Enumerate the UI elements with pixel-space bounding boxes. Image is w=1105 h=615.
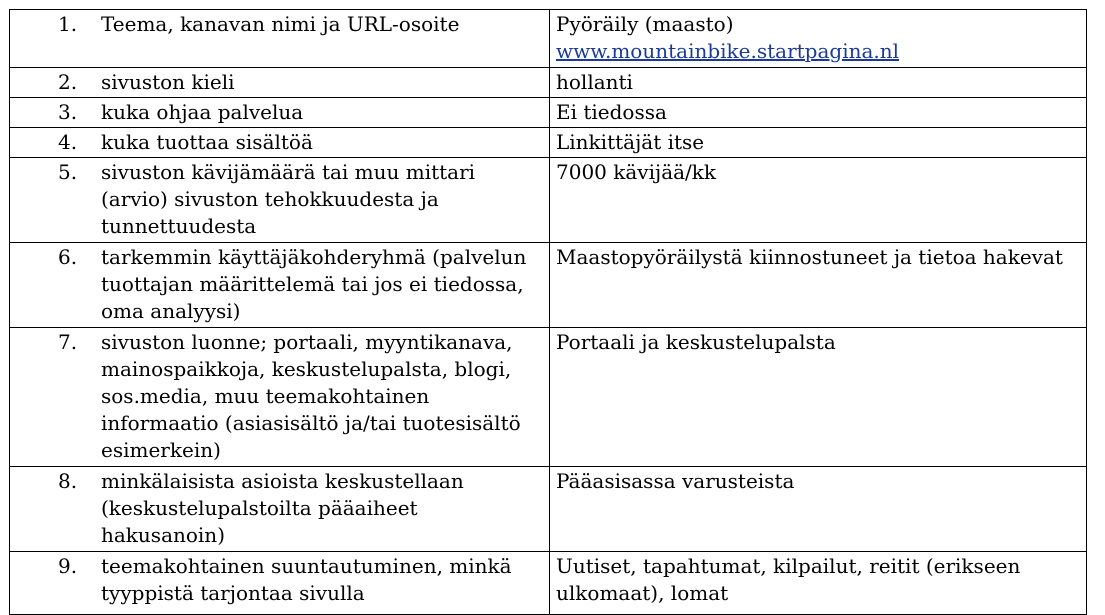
row-value-cell [550,243,1087,328]
row-label: sivuston kävijämäärä tai muu mittari (arvio) sivuston tehokkuudesta ja tunnettuudesta [101,160,476,238]
row-label-cell [10,10,550,68]
row-number: 1 . [58,11,98,38]
table-row [10,128,1087,158]
row-value: Uutiset, tapahtumat, kilpailut, reitit (erikseen ulkomaat), lomat [556,554,1021,605]
row-label: minkälaisista asioista keskustellaan (keskustelupalstoilta pääaiheet hakusanoin) [101,469,464,547]
row-label-cell [10,158,550,243]
site-url-link[interactable]: www.mountainbike.startpagina.nl [556,39,900,63]
row-number: 4 . [58,129,98,156]
table-row [10,68,1087,98]
row-label: kuka ohjaa palvelua [101,100,304,124]
info-table [9,9,1087,615]
row-label: sivuston luonne; portaali, myyntikanava, mainospaikkoja, keskustelupalsta, blogi, sos.media, muu teemakohtainen informaatio (asiasisältö ja/tai tuotesisältö esimerkein) [101,330,521,462]
row-value-cell [550,128,1087,158]
table-row [10,467,1087,552]
row-value-cell [550,467,1087,552]
row-value: Portaali ja keskustelupalsta [556,330,836,354]
row-value-cell [550,552,1087,615]
row-label-cell [10,128,550,158]
row-value-cell [550,10,1087,68]
row-label-cell [10,552,550,615]
row-value: hollanti [556,70,633,94]
row-value: Maastopyöräilystä kiinnostuneet ja tietoa hakevat [556,245,1063,269]
row-value-cell [550,328,1087,467]
row-value: Ei tiedossa [556,100,667,124]
row-number: 7 . [58,329,98,356]
table-row [10,98,1087,128]
table-row [10,10,1087,68]
row-label: tarkemmin käyttäjäkohderyhmä (palvelun tuottajan määrittelemä tai jos ei tiedossa, oma analyysi) [101,245,527,323]
row-value: 7000 kävijää/kk [556,160,717,184]
row-number: 2 . [58,69,98,96]
row-value: Pyöräily (maasto) [556,12,734,36]
row-value-cell [550,98,1087,128]
row-label-cell [10,467,550,552]
table-row [10,158,1087,243]
row-value: Linkittäjät itse [556,130,705,154]
row-label: kuka tuottaa sisältöä [101,130,313,154]
row-number: 5 . [58,159,98,186]
row-label: teemakohtainen suuntautuminen, minkä tyyppistä tarjontaa sivulla [101,554,512,605]
table-row [10,328,1087,467]
row-number: 9 . [58,553,98,580]
table-row [10,243,1087,328]
row-number: 3 . [58,99,98,126]
row-label-cell [10,243,550,328]
row-number: 8 . [58,468,98,495]
row-value-cell [550,68,1087,98]
row-label: Teema, kanavan nimi ja URL-osoite [101,12,460,36]
row-label-cell [10,68,550,98]
row-number: 6 . [58,244,98,271]
row-value: Pääasisassa varusteista [556,469,795,493]
row-value-cell [550,158,1087,243]
table-row [10,552,1087,615]
row-label-cell [10,328,550,467]
row-label: sivuston kieli [101,70,235,94]
row-label-cell [10,98,550,128]
